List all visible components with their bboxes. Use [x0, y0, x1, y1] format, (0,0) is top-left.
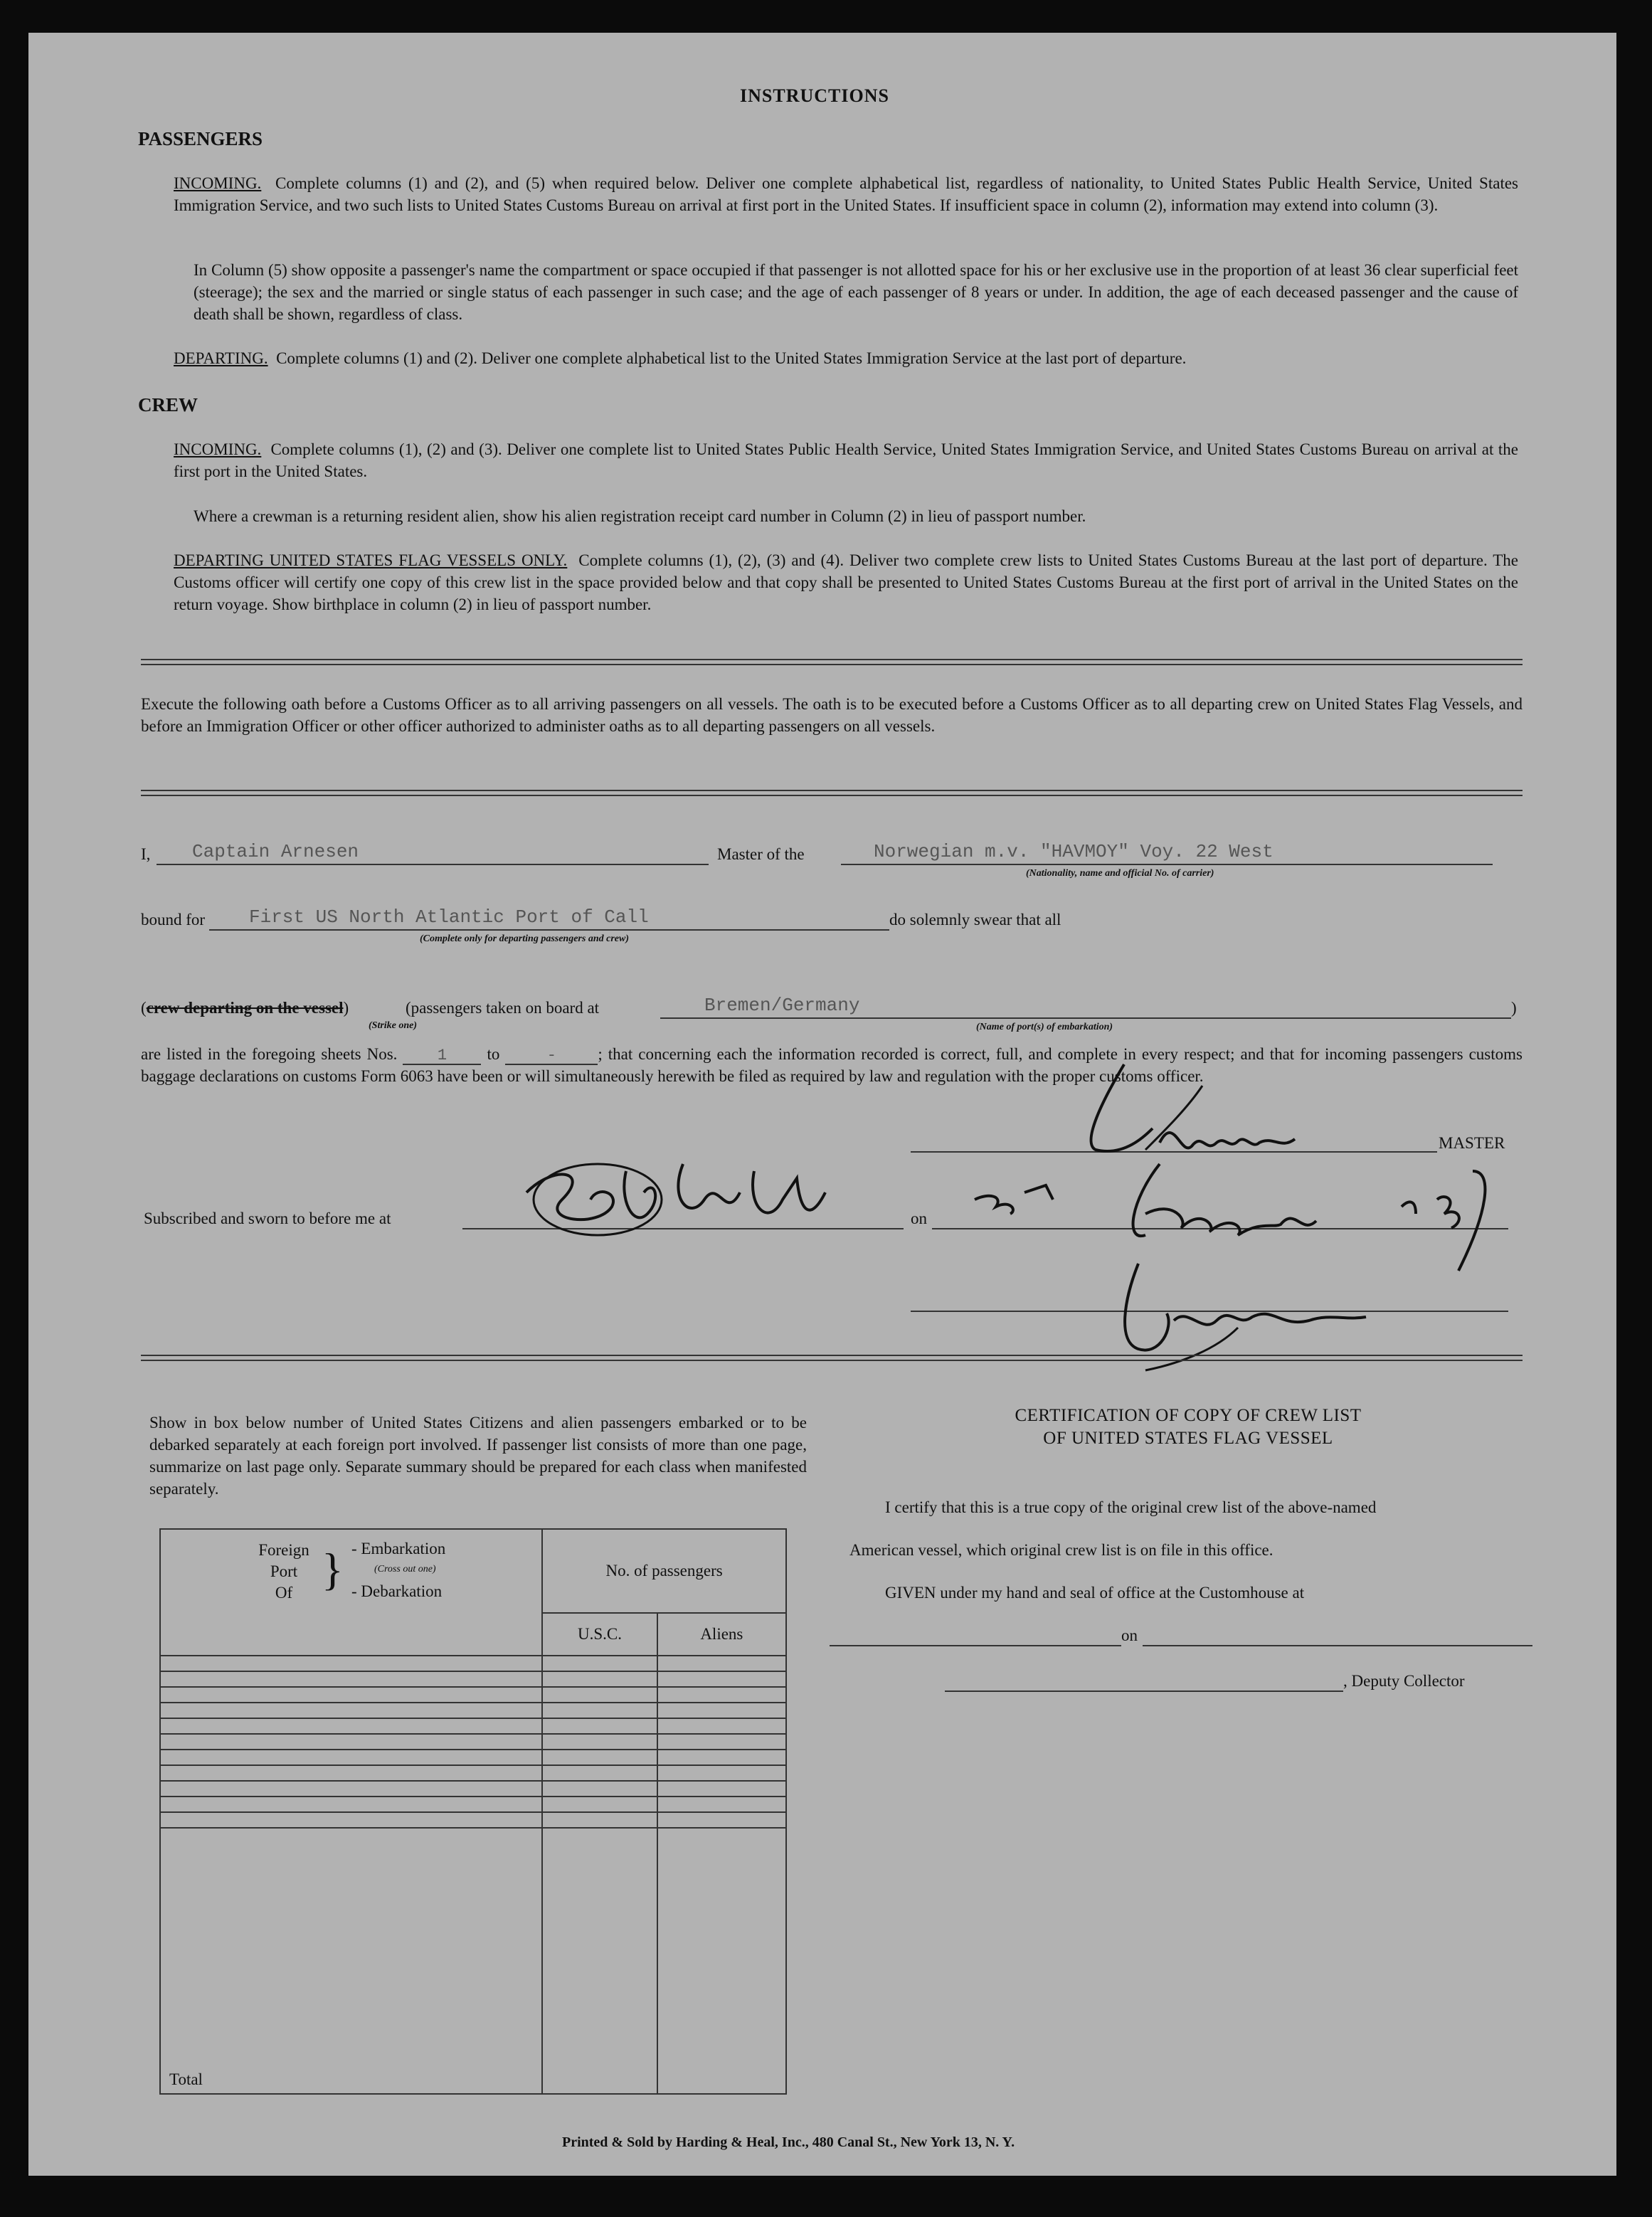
certification-title-line2: OF UNITED STATES FLAG VESSEL [1043, 1429, 1333, 1448]
certification-on-label: on [1121, 1626, 1138, 1644]
usc-cell[interactable] [542, 1687, 657, 1703]
port-label-1: Foreign [258, 1541, 309, 1559]
total-row [160, 1828, 786, 2094]
passengers-departing-label: DEPARTING. [174, 349, 268, 367]
certification-date-line [1143, 1645, 1532, 1646]
aliens-cell[interactable] [657, 1718, 786, 1734]
aliens-cell[interactable] [657, 1687, 786, 1703]
place-signature [512, 1150, 840, 1249]
port-line [660, 1017, 1511, 1019]
crew-departing-text: Complete columns (1), (2), (3) and (4). Deliver two complete crew lists to United States Customs Bureau at the last port of departure. The Customs officer will certify one copy of this crew list in the space provided below and that copy shall be presented to United States Customs Bureau at the first port of arrival in the United States on the return voyage. Show birthplace in column (2) in lieu of passport number. [174, 551, 1519, 613]
listed-label: are listed in the foregoing sheets Nos. [141, 1045, 398, 1063]
port-label-3: Of [275, 1584, 293, 1602]
usc-cell[interactable] [542, 1671, 657, 1687]
port-label-2: Port [270, 1562, 298, 1580]
strike-text-wrap: (crew departing on the vessel) [141, 999, 349, 1017]
passengers-departing-paragraph [174, 347, 1518, 369]
total-label: Total [160, 1828, 542, 2094]
vessel-name: Norwegian m.v. "HAVMOY" Voy. 22 West [874, 841, 1274, 862]
vessel-caption: (Nationality, name and official No. of carrier) [1026, 868, 1214, 879]
usc-cell[interactable] [542, 1656, 657, 1671]
table-row [160, 1734, 786, 1750]
no-passengers-header: No. of passengers [542, 1529, 786, 1613]
swear-text: do solemnly swear that all [889, 911, 1061, 928]
crew-incoming-label: INCOMING. [174, 440, 262, 458]
table-row [160, 1671, 786, 1687]
summary-instructions: Show in box below number of United States Citizens and alien passengers embarked or to be debarked separately at each foreign port involved. If passenger list consists of more than one page, summarize on last page only. Separate summary should be prepared for each class when manifested separately. [149, 1414, 807, 1498]
table-row [160, 1765, 786, 1781]
instructions-title: INSTRUCTIONS [740, 85, 889, 106]
port-cell[interactable] [160, 1734, 542, 1750]
port-cell[interactable] [160, 1750, 542, 1765]
destination: First US North Atlantic Port of Call [249, 906, 649, 928]
aliens-cell[interactable] [657, 1656, 786, 1671]
port-cell[interactable] [160, 1797, 542, 1812]
form-page [28, 33, 1616, 2176]
table-row [160, 1750, 786, 1765]
table-row [160, 1656, 786, 1671]
aliens-cell[interactable] [657, 1750, 786, 1765]
cross-out-label: (Cross out one) [374, 1564, 436, 1575]
given-text: GIVEN under my hand and seal of office at the Customhouse at [885, 1584, 1305, 1602]
port-cell[interactable] [160, 1703, 542, 1718]
table-header-row [160, 1529, 786, 1613]
captain-name: Captain Arnesen [192, 841, 359, 862]
crew-returning-paragraph: Where a crewman is a returning resident alien, show his alien registration receipt card number in Column (2) in lieu of passport number. [194, 507, 1086, 525]
close-paren: ) [1511, 999, 1517, 1017]
certification-title [882, 1404, 1494, 1450]
oath-intro: Execute the following oath before a Customs Officer as to all arriving passengers on all vessels. The oath is to be executed before a Customs Officer as to all departing crew on United States Flag Vessels, and before an Immigration Officer or other officer authorized to administer oaths as to all departing passengers on all vessels. [141, 695, 1523, 735]
port-label [245, 1540, 323, 1604]
aliens-cell[interactable] [657, 1671, 786, 1687]
port-cell[interactable] [160, 1671, 542, 1687]
crew-heading: CREW [138, 394, 198, 416]
debarkation-label: - Debarkation [351, 1582, 443, 1600]
passengers-incoming-text: Complete columns (1) and (2), and (5) when required below. Deliver one complete alphabetical list, regardless of nationality, to United States Public Health Service, United States Immigration Service, and two such lists to United States Customs Bureau on arrival at first port in the United States. If insufficient space in column (2), information may extend into column (3). [174, 174, 1518, 214]
aliens-header: Aliens [657, 1613, 786, 1656]
table-row [160, 1687, 786, 1703]
master-of-label: Master of the [717, 845, 805, 863]
destination-line [209, 929, 889, 931]
passenger-summary-table [159, 1528, 787, 2095]
certification-title-line1: CERTIFICATION OF COPY OF CREW LIST [1015, 1406, 1362, 1425]
usc-cell[interactable] [542, 1734, 657, 1750]
usc-cell[interactable] [542, 1750, 657, 1765]
deputy-label: , Deputy Collector [1343, 1672, 1465, 1690]
port-header-cell [160, 1529, 542, 1656]
captain-name-line [157, 864, 709, 865]
usc-cell[interactable] [542, 1703, 657, 1718]
port-cell[interactable] [160, 1718, 542, 1734]
passengers-departing-text: Complete columns (1) and (2). Deliver one complete alphabetical list to the United States Immigration Service at the last port of departure. [276, 349, 1187, 367]
aliens-cell[interactable] [657, 1781, 786, 1797]
usc-cell[interactable] [542, 1765, 657, 1781]
passengers-incoming-paragraph [174, 172, 1518, 216]
passengers-taken-label: (passengers taken on board at [406, 999, 600, 1017]
aliens-cell[interactable] [657, 1765, 786, 1781]
port-cell[interactable] [160, 1656, 542, 1671]
port-cell[interactable] [160, 1812, 542, 1828]
aliens-cell[interactable] [657, 1703, 786, 1718]
table-row [160, 1812, 786, 1828]
oath-i-label: I, [141, 845, 151, 863]
sheet-from [403, 1047, 481, 1065]
sheet-to [505, 1047, 598, 1065]
table-row [160, 1703, 786, 1718]
master-label: MASTER [1439, 1134, 1505, 1152]
crew-incoming-paragraph [174, 438, 1518, 482]
port-cell[interactable] [160, 1765, 542, 1781]
to-label: to [487, 1045, 500, 1063]
port-cell[interactable] [160, 1687, 542, 1703]
crew-departing-paragraph [174, 549, 1518, 615]
usc-cell[interactable] [542, 1781, 657, 1797]
certify-text: ; that concerning each the information recorded is correct, full, and complete in every respect; and that for incoming passengers customs baggage declarations on customs Form 6063 have been or will simultaneously herewith be filed as required by law and regulation with the proper customs officer. [141, 1045, 1523, 1085]
passengers-column5-paragraph: In Column (5) show opposite a passenger's name the compartment or space occupied if that passenger is not allotted space for his or her exclusive use in the proportion of at least 36 clear superficial feet (steerage); the sex and the married or single status of each passenger in such case; and the age of each passenger of 8 years or under. In addition, the age of each deceased passenger and the cause of death shall be shown, regardless of class. [194, 261, 1518, 323]
port-caption: (Name of port(s) of embarkation) [976, 1022, 1113, 1032]
table-row [160, 1718, 786, 1734]
usc-cell[interactable] [542, 1718, 657, 1734]
divider [141, 659, 1523, 665]
usc-total-cell[interactable] [542, 1828, 657, 2094]
port-cell[interactable] [160, 1781, 542, 1797]
usc-cell[interactable] [542, 1797, 657, 1812]
sworn-on-label: on [911, 1210, 927, 1227]
certify-line-1: I certify that this is a true copy of the original crew list of the above-named [885, 1498, 1377, 1516]
crew-departing-label: DEPARTING UNITED STATES FLAG VESSELS ONLY. [174, 551, 568, 569]
port-name: Bremen/Germany [704, 995, 860, 1016]
passengers-incoming-label: INCOMING. [174, 174, 262, 192]
embarkation-label: - Embarkation [351, 1540, 446, 1557]
customhouse-line [830, 1645, 1121, 1646]
certify-line-2: American vessel, which original crew list is on file in this office. [849, 1541, 1274, 1559]
sworn-label: Subscribed and sworn to before me at [144, 1210, 391, 1227]
bound-for-label: bound for [141, 911, 206, 928]
crew-incoming-text: Complete columns (1), (2) and (3). Deliver one complete list to United States Public Health Service, United States Immigration Service, and United States Customs Bureau on arrival at the first port in the United States. [174, 440, 1518, 480]
table-row [160, 1781, 786, 1797]
master-signature [1039, 1057, 1338, 1171]
strike-caption: (Strike one) [369, 1020, 418, 1031]
aliens-total-cell[interactable] [657, 1828, 786, 2094]
deputy-signature-line [945, 1690, 1343, 1692]
sheet-to-value: - [546, 1047, 556, 1064]
divider [141, 790, 1523, 796]
usc-cell[interactable] [542, 1812, 657, 1828]
brace-icon: } [322, 1544, 344, 1594]
destination-caption: (Complete only for departing passengers and crew) [420, 933, 629, 944]
aliens-cell[interactable] [657, 1797, 786, 1812]
passengers-heading: PASSENGERS [138, 128, 263, 149]
divider [141, 1355, 1523, 1361]
sheet-from-value: 1 [437, 1047, 448, 1064]
aliens-cell[interactable] [657, 1812, 786, 1828]
strike-text: crew departing on the vessel [146, 999, 344, 1017]
vessel-line [841, 864, 1493, 865]
aliens-cell[interactable] [657, 1734, 786, 1750]
usc-header: U.S.C. [542, 1613, 657, 1656]
table-row [160, 1797, 786, 1812]
footer-imprint: Printed & Sold by Harding & Heal, Inc., 480 Canal St., New York 13, N. Y. [562, 2134, 1015, 2150]
